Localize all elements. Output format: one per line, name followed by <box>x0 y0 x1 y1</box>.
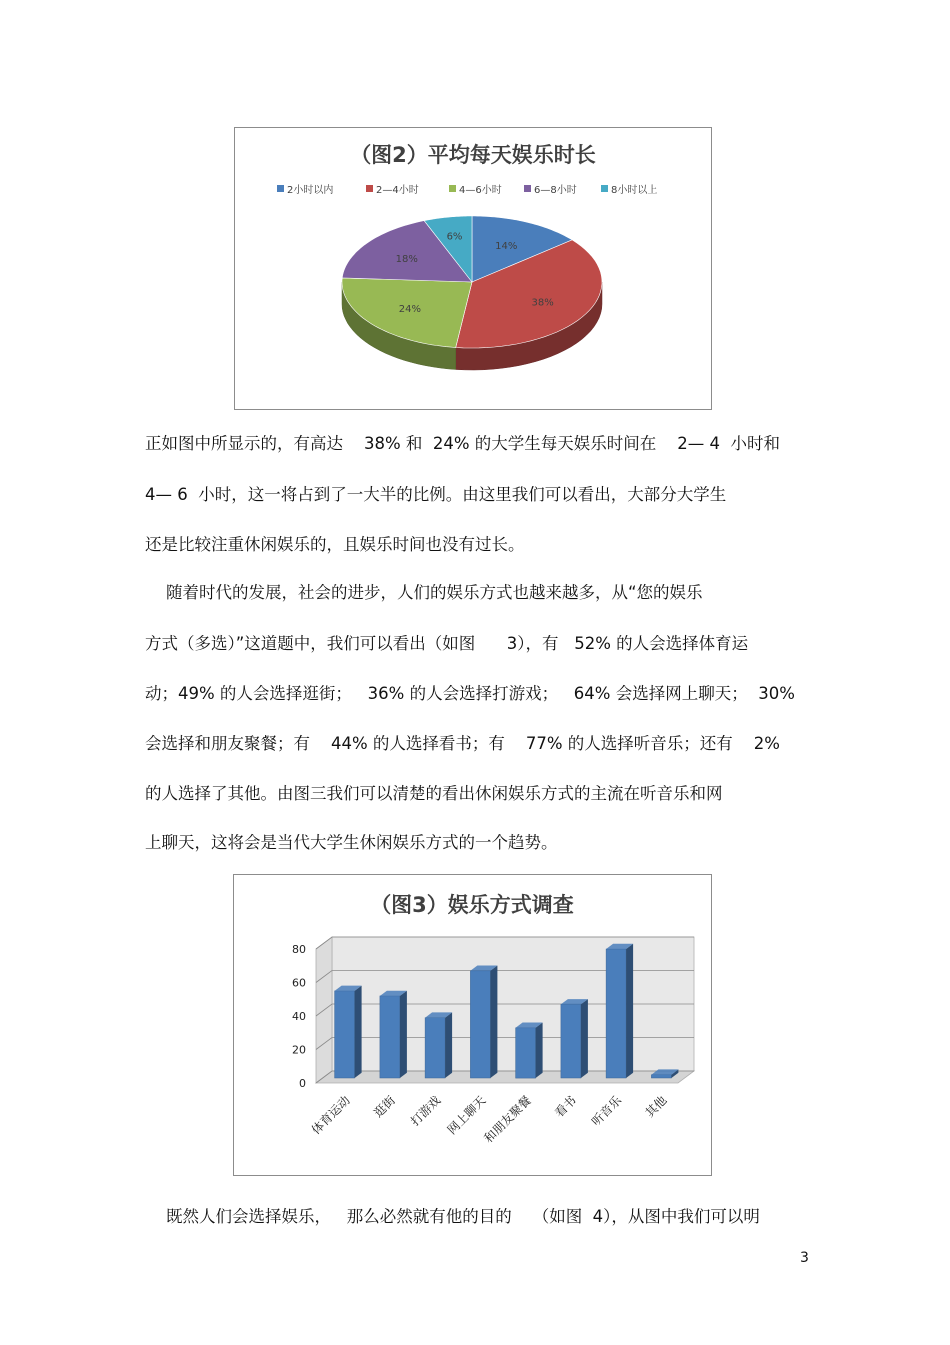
pie-data-label: 24% <box>398 304 422 316</box>
paragraph-line: 4— 6 小时，这一将占到了一大半的比例。由这里我们可以看出，大部分大学生 <box>145 485 727 504</box>
legend-label: 4—6小时 <box>459 185 502 196</box>
paragraph-line: 既然人们会选择娱乐， 那么必然就有他的目的 （如图 4），从图中我们可以明 <box>145 1207 760 1226</box>
legend-swatch <box>277 185 284 192</box>
pie-chart-title: （图2）平均每天娱乐时长 <box>350 143 596 167</box>
bar-chart <box>234 875 711 1175</box>
page-number: 3 <box>800 1250 809 1266</box>
bar-side <box>490 966 497 1079</box>
paragraph-line: 上聊天，这将会是当代大学生休闲娱乐方式的一个趋势。 <box>145 833 558 852</box>
legend-swatch <box>524 185 531 192</box>
y-tick-label: 40 <box>292 1010 306 1023</box>
x-tick-label: 其他 <box>642 1093 670 1121</box>
legend-swatch <box>449 185 456 192</box>
bar-side <box>355 986 362 1078</box>
bar-front <box>335 991 355 1078</box>
paragraph-line: 还是比较注重休闲娱乐的，且娱乐时间也没有过长。 <box>145 535 525 554</box>
y-tick-label: 0 <box>299 1077 306 1090</box>
bar-front <box>380 996 400 1078</box>
paragraph-line: 方式（多选）”这道题中，我们可以看出（如图 3），有 52% 的人会选择体育运 <box>145 634 749 653</box>
paragraph-line: 的人选择了其他。由图三我们可以清楚的看出休闲娱乐方式的主流在听音乐和网 <box>145 784 723 803</box>
paragraph-line: 会选择和朋友聚餐；有 44% 的人选择看书；有 77% 的人选择听音乐；还有 2% <box>145 734 780 753</box>
pie-body <box>342 216 602 370</box>
chart-floor <box>316 1071 694 1083</box>
pie-data-label: 38% <box>531 297 554 309</box>
x-tick-label: 逛街 <box>371 1093 399 1121</box>
bar-front <box>606 949 626 1078</box>
pie-data-label: 6% <box>446 231 463 243</box>
x-tick-label: 听音乐 <box>588 1093 625 1129</box>
pie-top-faces <box>342 216 602 348</box>
paragraph-line: 随着时代的发展，社会的进步，人们的娱乐方式也越来越多，从“您的娱乐 <box>145 583 703 602</box>
bar-body <box>292 937 694 1146</box>
pie-legend <box>277 183 657 196</box>
x-tick-label: 和朋友聚餐 <box>481 1093 534 1146</box>
legend-label: 6—8小时 <box>534 185 577 196</box>
bar-side <box>445 1012 452 1078</box>
legend-swatch <box>601 185 608 192</box>
x-tick-label: 看书 <box>552 1093 580 1121</box>
bar-side <box>626 944 633 1078</box>
x-tick-label: 打游戏 <box>407 1093 444 1129</box>
bar-side <box>536 1023 543 1079</box>
x-tick-label: 体育运动 <box>308 1093 353 1138</box>
y-tick-label: 60 <box>292 976 306 990</box>
legend-swatch <box>366 185 373 192</box>
bar-front <box>425 1018 445 1078</box>
paragraph-line: 动；49% 的人会选择逛街； 36% 的人会选择打游戏； 64% 会选择网上聊天； 30% <box>145 684 795 703</box>
bar-side <box>581 999 588 1078</box>
bar-front <box>561 1004 581 1078</box>
pie-data-label: 18% <box>395 253 418 265</box>
y-tick-label: 20 <box>292 1043 306 1057</box>
pie-chart-figure <box>234 127 712 410</box>
paragraph-line: 正如图中所显示的，有高达 38% 和 24% 的大学生每天娱乐时间在 2— 4 小时和 <box>145 434 781 453</box>
x-tick-label: 网上聊天 <box>444 1093 489 1138</box>
bar-side <box>400 991 407 1078</box>
pie-chart <box>235 128 711 409</box>
bar-front <box>651 1075 671 1078</box>
bar-chart-title: （图3）娱乐方式调查 <box>370 893 574 917</box>
legend-label: 2—4小时 <box>376 185 419 196</box>
legend-label: 8小时以上 <box>611 185 658 196</box>
y-tick-label: 80 <box>292 943 306 956</box>
legend-label: 2小时以内 <box>287 185 334 196</box>
bar-front <box>516 1028 536 1078</box>
bar-chart-figure <box>233 874 712 1176</box>
pie-data-label: 14% <box>495 241 518 252</box>
bar-front <box>470 971 490 1078</box>
